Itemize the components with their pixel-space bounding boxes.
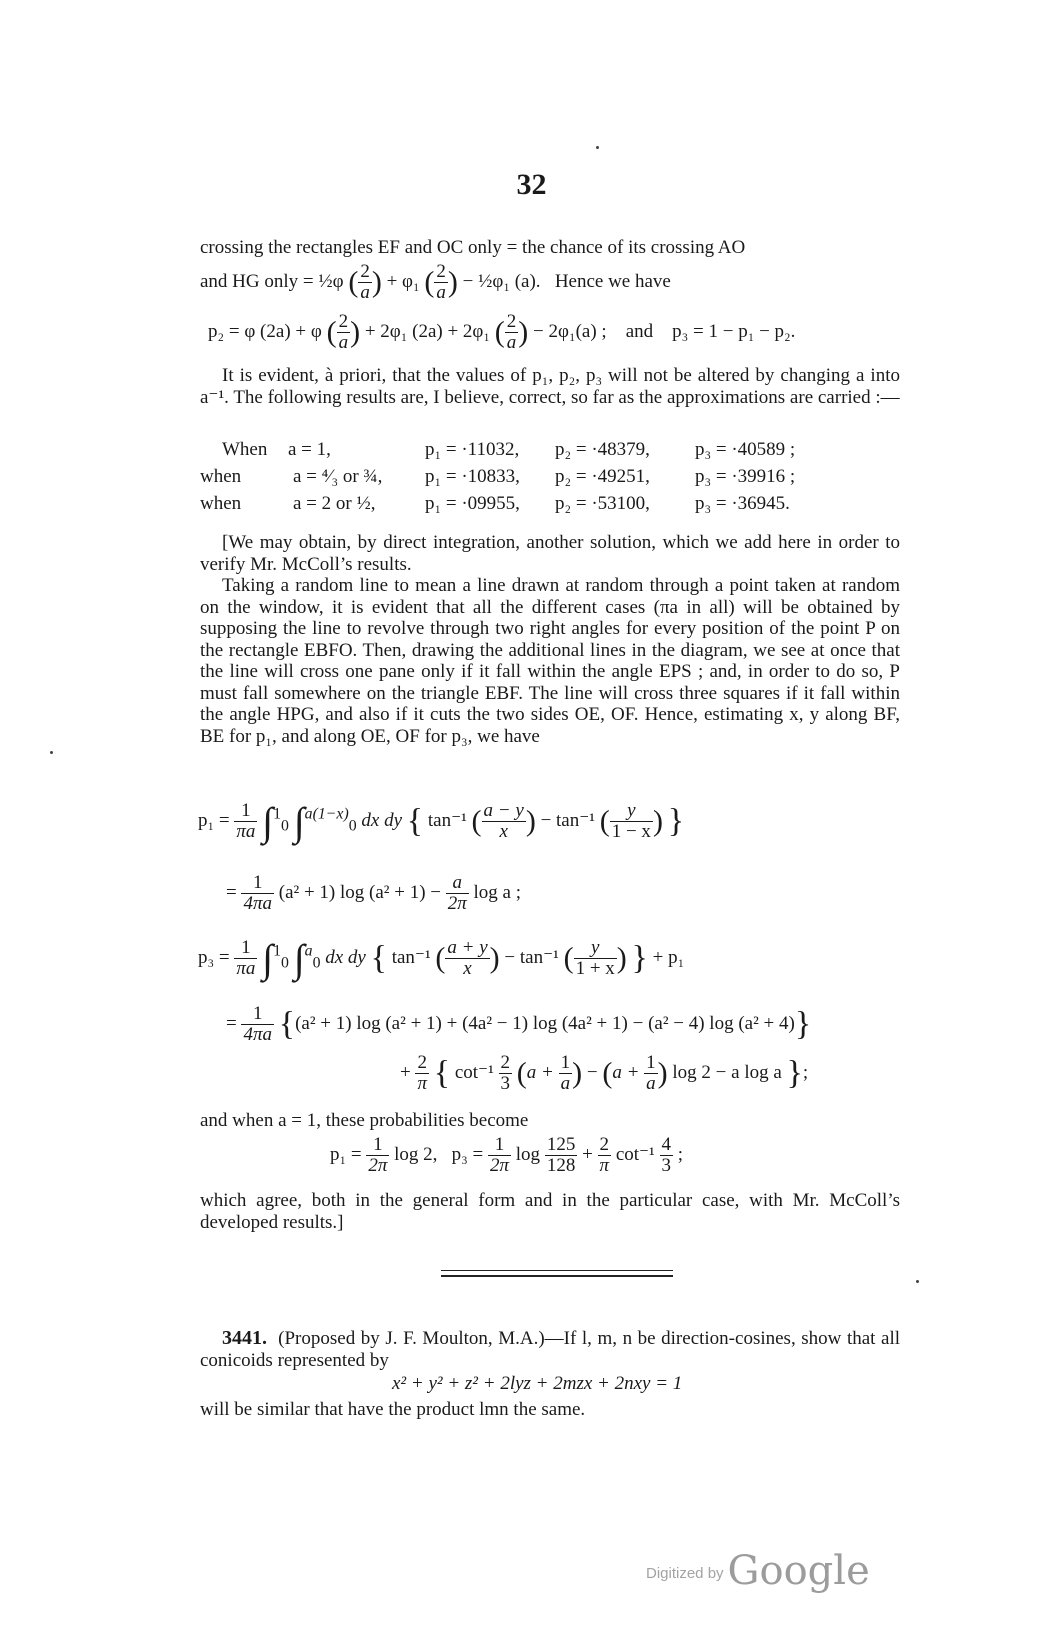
eq-text: − ½φ₁ (a). <box>462 270 541 292</box>
fraction <box>358 262 372 303</box>
eq-text: − <box>504 946 516 968</box>
lower-limit: 0 <box>281 954 289 972</box>
numerator: 1 <box>234 801 257 822</box>
eq-text: a + <box>526 1061 554 1083</box>
fraction <box>545 1135 578 1176</box>
integral-sign: ∫ <box>293 799 305 844</box>
fraction <box>241 1004 274 1045</box>
denominator: 128 <box>546 1154 576 1176</box>
eq-text: log 2, <box>394 1143 438 1165</box>
eq-text: log a ; <box>473 881 522 903</box>
denominator: πa <box>236 821 256 842</box>
brace: } <box>794 1005 812 1043</box>
numerator: 125 <box>546 1134 576 1155</box>
numerator: 4 <box>661 1134 671 1155</box>
denominator: a <box>360 281 370 303</box>
fraction <box>598 1135 612 1176</box>
denominator: a <box>646 1072 656 1094</box>
eq-text: ; <box>802 1061 809 1083</box>
question-equation: x² + y² + z² + 2lyz + 2mzx + 2nxy = 1 <box>392 1373 683 1394</box>
paragraph-crossing <box>200 237 900 259</box>
fraction <box>415 1053 429 1094</box>
row-a: a = 2 or ½, <box>293 493 376 514</box>
numerator: 1 <box>646 1052 656 1073</box>
row-a: a = ⁴⁄₃ or ¾, <box>293 466 383 487</box>
eq-text: and <box>625 320 654 342</box>
brace: { <box>370 939 387 977</box>
denominator: 3 <box>661 1154 671 1176</box>
fraction <box>559 1053 573 1094</box>
numerator: a − y <box>483 800 524 822</box>
fraction <box>505 312 519 353</box>
paragraph-text: will be similar that have the product lmn the same. <box>200 1399 586 1420</box>
eq-text: (a² + 1) log (a² + 1) + (4a² − 1) log (4a² + 1) − (a² − 4) log (a² + 4) <box>295 1012 795 1034</box>
row-p3: p₃ = ·36945. <box>695 493 790 514</box>
paragraph-text: [We may obtain, by direct integration, another solution, which we add here in order to verify Mr. McColl’s results. <box>200 532 900 575</box>
equation-and-hg <box>200 262 671 303</box>
eq-text: p₁ = <box>330 1143 362 1165</box>
row-p2: p₂ = ·53100, <box>555 493 650 514</box>
denominator: 2π <box>490 1154 510 1176</box>
row-p2: p₂ = ·48379, <box>555 439 650 460</box>
eq-text: p₃ = 1 − p₁ − p₂. <box>672 320 796 342</box>
eq-text: cot⁻¹ <box>454 1061 494 1083</box>
eq-text: tan⁻¹ <box>556 809 595 831</box>
eq-text: = <box>226 1012 237 1034</box>
denominator: a <box>506 331 517 353</box>
eq-text: tan⁻¹ <box>391 946 431 968</box>
numerator: 1 <box>366 1135 389 1156</box>
row-p1: p₁ = ·10833, <box>425 466 520 487</box>
eq-text: + 2φ₁ (2a) + 2φ₁ <box>364 320 491 342</box>
fraction <box>499 1053 513 1094</box>
eq-text: cot⁻¹ <box>615 1143 655 1165</box>
numerator: a <box>446 873 469 894</box>
numerator: 2 <box>415 1053 429 1074</box>
digitized-watermark <box>646 1548 870 1594</box>
paragraph-text: It is evident, à priori, that the values of p₁, p₂, p₃ will not be altered by changing a into a⁻¹. The following results are, I believe, correct, so far as the approximations are carried :— <box>200 365 900 408</box>
upper-limit: a(1−x) <box>304 805 349 823</box>
separator-rule <box>441 1270 673 1271</box>
paragraph-line: crossing the rectangles EF and OC only = the chance of its crossing AO <box>200 237 746 258</box>
numerator: 2 <box>436 261 446 282</box>
numerator: 2 <box>500 1052 511 1073</box>
integral-p1 <box>198 798 684 845</box>
denominator: π <box>417 1072 427 1094</box>
question-body: (Proposed by J. F. Moulton, M.A.)—If l, m, n be direction-cosines, show that all conicoids represented by <box>200 1328 901 1371</box>
equation-p2 <box>208 312 795 353</box>
google-logo: Google <box>727 1548 870 1594</box>
paren: ( <box>471 804 482 838</box>
result-p3-cont <box>400 1053 808 1094</box>
speck <box>916 1280 919 1283</box>
fraction <box>482 801 526 842</box>
paren: ( <box>424 265 435 299</box>
numerator: 2 <box>506 311 517 332</box>
paren: ) <box>447 265 458 299</box>
eq-text: a + <box>612 1061 640 1083</box>
row-p3: p₃ = ·39916 ; <box>695 466 796 487</box>
eq-text: p₂ = φ (2a) + φ <box>208 320 322 342</box>
paren: ( <box>563 941 574 975</box>
denominator: 1 − x <box>611 821 651 842</box>
eq-text: and HG only = ½φ <box>200 270 344 292</box>
eq-text: + <box>400 1061 411 1083</box>
question-tail <box>200 1399 900 1421</box>
integral-p3 <box>198 935 684 982</box>
page-number: 32 <box>516 168 547 201</box>
result-p1 <box>226 873 521 914</box>
fraction <box>488 1135 511 1176</box>
fraction <box>241 873 274 914</box>
fraction <box>660 1135 674 1176</box>
brace: { <box>406 802 424 840</box>
denominator: 4πa <box>243 1023 272 1045</box>
paragraph-which-agree <box>200 1190 900 1233</box>
brace: } <box>667 802 685 840</box>
integral-sign: ∫ <box>262 799 274 844</box>
eq-text: p₁ = <box>198 809 230 831</box>
paren: ( <box>348 265 359 299</box>
paren: ) <box>489 941 500 975</box>
paragraph-text: Taking a random line to mean a line drawn at random through a point taken at random on the window, it is evident that all the different cases (πa in all) will be obtained by supposing the line to revolve through two right angles for every position of the point P on the rectangle EBFO. Then, drawing the additional lines in the diagram, we see at once that the line will cross one pane only if it fall within the angle EPS ; and, in order to do so, P must fall somewhere on the triangle EBF. The line will cross three squares if it fall within the angle HPG, and also if it cuts the two sides OE, OF. Hence, estimating x, y along BF, BE for p₁, and along OE, OF for p₃, we have <box>200 575 900 747</box>
paragraph-a-priori <box>200 365 900 408</box>
eq-text: − <box>540 809 552 831</box>
numerator: y <box>610 801 653 822</box>
denominator: a <box>436 281 446 303</box>
denominator: 4πa <box>243 892 272 914</box>
paren: ( <box>599 804 610 838</box>
row-p1: p₁ = ·09955, <box>425 493 520 514</box>
integral-sign: ∫ <box>293 936 305 981</box>
lower-limit: 0 <box>281 817 289 835</box>
denominator: x <box>463 958 472 979</box>
numerator: 1 <box>488 1135 511 1156</box>
brace: } <box>631 939 648 977</box>
fraction <box>445 938 489 979</box>
numerator: y <box>574 938 617 959</box>
upper-limit: 1 <box>273 942 282 960</box>
paragraph-text: which agree, both in the general form and in the particular case, with Mr. McColl’s developed results.] <box>200 1190 900 1233</box>
result-p3 <box>226 1004 811 1045</box>
lower-limit: 0 <box>312 954 321 972</box>
numerator: 2 <box>338 311 349 332</box>
eq-text: p₃ = <box>198 946 230 968</box>
denominator: π <box>599 1154 610 1176</box>
paren: ( <box>326 315 337 349</box>
brace: { <box>278 1005 296 1043</box>
question-3441 <box>200 1328 900 1371</box>
upper-limit: 1 <box>273 805 282 823</box>
denominator: πa <box>236 958 256 979</box>
paragraph-direct-integration <box>200 532 900 747</box>
eq-text: tan⁻¹ <box>427 809 467 831</box>
paragraph-text: and when a = 1, these probabilities become <box>200 1110 529 1131</box>
paren: ) <box>572 1056 583 1090</box>
fraction <box>337 312 351 353</box>
eq-text: log <box>515 1143 541 1165</box>
denominator: 2π <box>368 1154 388 1176</box>
upper-limit: a <box>304 942 313 960</box>
eq-text: Hence we have <box>554 270 671 292</box>
paren: ( <box>494 315 505 349</box>
differential: dx dy <box>361 809 403 831</box>
numerator: 1 <box>241 873 274 894</box>
row-p3: p₃ = ·40589 ; <box>695 439 796 460</box>
fraction <box>574 938 617 979</box>
paren: ( <box>435 941 446 975</box>
eq-text: + φ₁ <box>386 270 420 292</box>
brace: { <box>433 1054 451 1092</box>
row-p1: p₁ = ·11032, <box>425 439 520 460</box>
paren: ) <box>652 804 663 838</box>
separator-rule <box>441 1275 673 1277</box>
speck <box>50 751 53 754</box>
fraction <box>434 262 448 303</box>
eq-text: log 2 − a log a <box>672 1061 782 1083</box>
numerator: 2 <box>598 1135 612 1156</box>
paren: ) <box>657 1056 668 1090</box>
fraction <box>234 938 257 979</box>
paren: ) <box>525 804 536 838</box>
differential: dx dy <box>325 946 366 968</box>
eq-text: − <box>586 1061 598 1083</box>
eq-text: tan⁻¹ <box>519 946 559 968</box>
row-lead: when <box>200 466 242 487</box>
fraction <box>446 873 469 914</box>
paragraph-when-a-1 <box>200 1110 900 1132</box>
eq-text: + <box>582 1143 593 1165</box>
paren: ) <box>371 265 382 299</box>
denominator: 2π <box>447 892 467 914</box>
eq-text: = <box>226 881 237 903</box>
watermark-small-text: Digitized by <box>646 1565 724 1582</box>
denominator: a <box>560 1072 571 1094</box>
integral-sign: ∫ <box>262 936 274 981</box>
eq-text: ; <box>677 1143 684 1165</box>
paren: ( <box>602 1056 613 1090</box>
numerator: 1 <box>560 1052 571 1073</box>
numerator: 1 <box>234 938 257 959</box>
paren: ( <box>516 1056 527 1090</box>
numerator: 1 <box>241 1004 274 1025</box>
eq-text: p₃ = <box>451 1143 484 1165</box>
denominator: 3 <box>500 1072 511 1094</box>
eq-text: + p₁ <box>652 946 685 968</box>
question-text <box>200 1328 900 1371</box>
denominator: x <box>499 821 508 842</box>
row-lead: when <box>200 493 242 514</box>
eq-text: − 2φ₁(a) ; <box>533 320 607 342</box>
fraction <box>366 1135 389 1176</box>
speck <box>596 146 599 149</box>
fraction <box>644 1053 658 1094</box>
paren: ) <box>518 315 529 349</box>
paren: ) <box>616 941 627 975</box>
numerator: 2 <box>360 261 370 282</box>
brace: } <box>786 1054 803 1092</box>
lower-limit: 0 <box>348 817 357 835</box>
paren: ) <box>350 315 361 349</box>
denominator: 1 + x <box>575 958 615 979</box>
row-a: a = 1, <box>288 439 331 460</box>
equation-final <box>330 1135 683 1176</box>
row-p2: p₂ = ·49251, <box>555 466 650 487</box>
numerator: a + y <box>447 937 488 959</box>
question-number: 3441. <box>222 1327 267 1349</box>
eq-text: (a² + 1) log (a² + 1) − <box>278 881 441 903</box>
fraction <box>610 801 653 842</box>
fraction <box>234 801 257 842</box>
row-lead: When <box>222 439 268 460</box>
denominator: a <box>338 331 349 353</box>
